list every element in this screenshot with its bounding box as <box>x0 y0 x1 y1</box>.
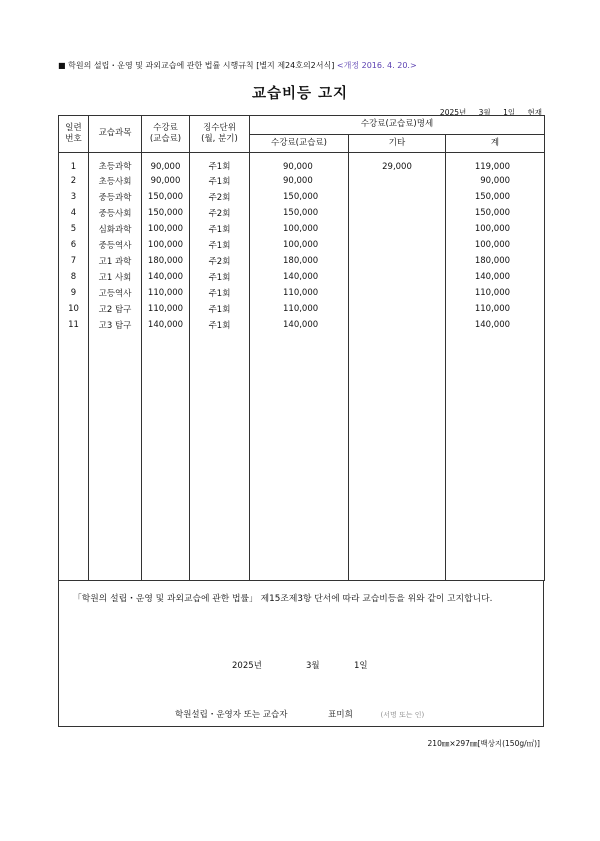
fee-cell: 100,000 <box>142 237 190 253</box>
other-cell <box>349 317 446 333</box>
as-of-day: 1일 <box>503 108 516 117</box>
subject-cell: 고1 과학 <box>89 253 142 269</box>
detail-fee-cell: 110,000 <box>250 285 349 301</box>
fee-cell: 140,000 <box>142 317 190 333</box>
row-no: 3 <box>59 189 89 205</box>
table-row <box>59 153 545 173</box>
detail-fee-cell: 150,000 <box>250 205 349 221</box>
fee-cell: 110,000 <box>142 301 190 317</box>
total-cell: 90,000 <box>446 173 545 189</box>
header-detail-fee: 수강료(교습료) <box>250 135 349 153</box>
row-no: 9 <box>59 285 89 301</box>
subject-cell: 중등사회 <box>89 205 142 221</box>
row-no: 8 <box>59 269 89 285</box>
fee-cell: 140,000 <box>142 269 190 285</box>
notice-text: 「학원의 설립・운영 및 과외교습에 관한 법률」 제15조제3항 단서에 따라 교습비등을 위와 같이 고지합니다. <box>73 594 493 604</box>
header-detail-other: 기타 <box>349 135 446 153</box>
subject-cell: 초등과학 <box>89 153 142 173</box>
empty-table-area <box>59 333 545 581</box>
table-row <box>59 253 545 269</box>
signer-name: 표미희 <box>328 710 353 720</box>
total-cell: 140,000 <box>446 269 545 285</box>
total-cell: 180,000 <box>446 253 545 269</box>
subject-cell: 심화과학 <box>89 221 142 237</box>
form-reference-note <box>58 60 417 71</box>
other-cell <box>349 269 446 285</box>
row-no: 4 <box>59 205 89 221</box>
table-row <box>59 205 545 221</box>
detail-fee-cell: 90,000 <box>250 173 349 189</box>
other-cell <box>349 301 446 317</box>
table-row <box>59 189 545 205</box>
as-of-year: 2025년 <box>439 108 467 117</box>
sign-month: 3월 <box>306 661 320 671</box>
paper-spec-footer: 210㎜×297㎜[백상지(150g/㎡)] <box>427 739 540 748</box>
other-cell <box>349 253 446 269</box>
unit-cell: 주1회 <box>190 285 250 301</box>
total-cell: 140,000 <box>446 317 545 333</box>
subject-cell: 고2 탐구 <box>89 301 142 317</box>
unit-cell: 주1회 <box>190 317 250 333</box>
header-subject: 교습과목 <box>89 116 142 153</box>
subject-cell: 고등역사 <box>89 285 142 301</box>
header-detail: 수강료(교습료)명세 <box>250 116 545 135</box>
header-detail-total: 계 <box>446 135 545 153</box>
table-row <box>59 221 545 237</box>
fee-cell: 150,000 <box>142 189 190 205</box>
header-fee: 수강료 (교습료) <box>142 116 190 153</box>
total-cell: 150,000 <box>446 189 545 205</box>
sign-day: 1일 <box>354 661 368 671</box>
other-cell <box>349 285 446 301</box>
unit-cell: 주1회 <box>190 301 250 317</box>
detail-fee-cell: 140,000 <box>250 269 349 285</box>
row-no: 2 <box>59 173 89 189</box>
total-cell: 100,000 <box>446 237 545 253</box>
signature-date <box>232 659 368 671</box>
table-row <box>59 237 545 253</box>
subject-cell: 고3 탐구 <box>89 317 142 333</box>
total-cell: 100,000 <box>446 221 545 237</box>
fee-cell: 110,000 <box>142 285 190 301</box>
revision-date: <개정 2016. 4. 20.> <box>336 61 417 70</box>
other-cell <box>349 221 446 237</box>
unit-cell: 주1회 <box>190 237 250 253</box>
subject-cell: 중등과학 <box>89 189 142 205</box>
subject-cell: 초등사회 <box>89 173 142 189</box>
fee-cell: 150,000 <box>142 205 190 221</box>
detail-fee-cell: 100,000 <box>250 237 349 253</box>
as-of-label: 현재 <box>527 108 542 117</box>
row-no: 7 <box>59 253 89 269</box>
bullet-icon: ■ <box>58 61 66 70</box>
detail-fee-cell: 140,000 <box>250 317 349 333</box>
fee-cell: 90,000 <box>142 153 190 173</box>
detail-fee-cell: 90,000 <box>250 153 349 173</box>
unit-cell: 주1회 <box>190 173 250 189</box>
other-cell: 29,000 <box>349 153 446 173</box>
signature-hint: (서명 또는 인) <box>380 711 425 719</box>
sign-year: 2025년 <box>232 661 262 671</box>
subject-cell: 중등역사 <box>89 237 142 253</box>
row-no: 11 <box>59 317 89 333</box>
subject-cell: 고1 사회 <box>89 269 142 285</box>
other-cell <box>349 205 446 221</box>
row-no: 5 <box>59 221 89 237</box>
fee-cell: 180,000 <box>142 253 190 269</box>
form-reference-text: 학원의 설립・운영 및 과외교습에 관한 법률 시행규칙 [별지 제24호의2서식] <box>68 61 335 70</box>
unit-cell: 주2회 <box>190 253 250 269</box>
other-cell <box>349 237 446 253</box>
row-no: 6 <box>59 237 89 253</box>
table-row <box>59 173 545 189</box>
fee-table <box>58 115 545 581</box>
detail-fee-cell: 150,000 <box>250 189 349 205</box>
detail-fee-cell: 180,000 <box>250 253 349 269</box>
header-unit: 징수단위 (월, 분기) <box>190 116 250 153</box>
unit-cell: 주1회 <box>190 153 250 173</box>
detail-fee-cell: 110,000 <box>250 301 349 317</box>
total-cell: 119,000 <box>446 153 545 173</box>
unit-cell: 주1회 <box>190 221 250 237</box>
row-no: 1 <box>59 153 89 173</box>
total-cell: 110,000 <box>446 301 545 317</box>
other-cell <box>349 173 446 189</box>
unit-cell: 주1회 <box>190 269 250 285</box>
header-row-no: 일련 번호 <box>59 116 89 153</box>
signer-label: 학원설립・운영자 또는 교습자 <box>175 710 288 720</box>
fee-cell: 100,000 <box>142 221 190 237</box>
detail-fee-cell: 100,000 <box>250 221 349 237</box>
page-title: 교습비등 고지 <box>251 86 349 102</box>
table-row <box>59 301 545 317</box>
other-cell <box>349 189 446 205</box>
total-cell: 110,000 <box>446 285 545 301</box>
unit-cell: 주2회 <box>190 189 250 205</box>
total-cell: 150,000 <box>446 205 545 221</box>
table-row <box>59 285 545 301</box>
row-no: 10 <box>59 301 89 317</box>
as-of-month: 3월 <box>478 108 491 117</box>
fee-cell: 90,000 <box>142 173 190 189</box>
unit-cell: 주2회 <box>190 205 250 221</box>
table-row <box>59 317 545 333</box>
signer-line <box>175 708 424 720</box>
table-row <box>59 269 545 285</box>
